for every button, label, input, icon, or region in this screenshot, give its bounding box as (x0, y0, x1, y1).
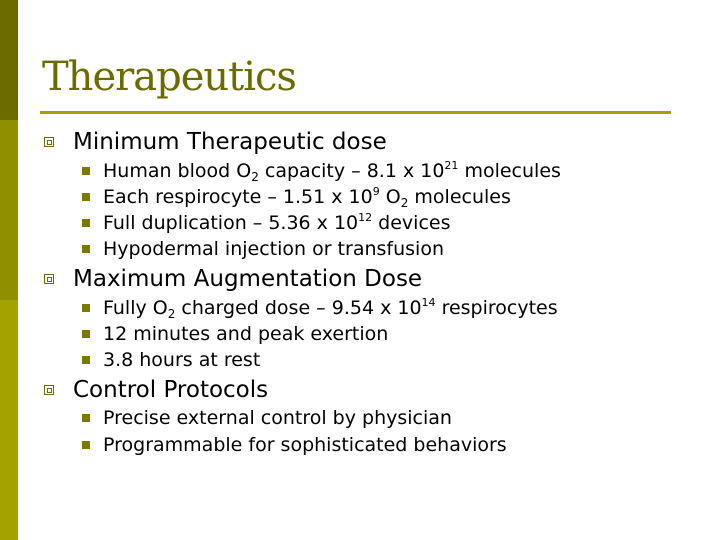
list-item-text: Each respirocyte – 1.51 x $10^9$ $O_2$ molecules (103, 185, 511, 210)
filled-square-bullet-icon (82, 219, 90, 227)
filled-square-bullet-icon (82, 356, 90, 364)
hollow-square-bullet-icon (44, 274, 54, 284)
section-heading-maximum-dose (0, 265, 720, 295)
filled-square-bullet-icon (82, 304, 90, 312)
section-heading-label: Control Protocols (73, 377, 269, 403)
list-item-text: Full duplication – 5.36 x $10^{12}$ devices (103, 211, 451, 234)
list-item (0, 158, 720, 184)
list-item (0, 236, 720, 262)
list-item-text: 12 minutes and peak exertion (103, 323, 389, 345)
list-item (0, 210, 720, 236)
list-item-text: Programmable for sophisticated behaviors (103, 434, 507, 456)
list-item-text: Human blood $O_2$ capacity – 8.1 x $10^{21}$ molecules (103, 159, 561, 184)
section-heading-control-protocols (0, 376, 720, 406)
list-item-text: Precise external control by physician (103, 407, 452, 429)
section-heading-label: Maximum Augmentation Dose (73, 266, 423, 292)
list-item (0, 347, 720, 373)
filled-square-bullet-icon (82, 245, 90, 253)
title-underline (40, 111, 671, 114)
list-item (0, 184, 720, 210)
list-item-text: Fully $O_2$ charged dose – 9.54 x $10^{14}$ respirocytes (103, 296, 558, 321)
filled-square-bullet-icon (82, 330, 90, 338)
list-item-text: Hypodermal injection or transfusion (103, 238, 444, 260)
list-item (0, 405, 720, 431)
filled-square-bullet-icon (82, 441, 90, 449)
section-heading-minimum-dose (0, 128, 720, 158)
filled-square-bullet-icon (82, 193, 90, 201)
section-heading-label: Minimum Therapeutic dose (73, 129, 387, 155)
slide-title: Therapeutics (42, 54, 296, 100)
filled-square-bullet-icon (82, 167, 90, 175)
list-item (0, 321, 720, 347)
hollow-square-bullet-icon (44, 385, 54, 395)
list-item-text: 3.8 hours at rest (103, 349, 261, 371)
list-item (0, 432, 720, 458)
list-item (0, 295, 720, 321)
filled-square-bullet-icon (82, 414, 90, 422)
hollow-square-bullet-icon (44, 137, 54, 147)
